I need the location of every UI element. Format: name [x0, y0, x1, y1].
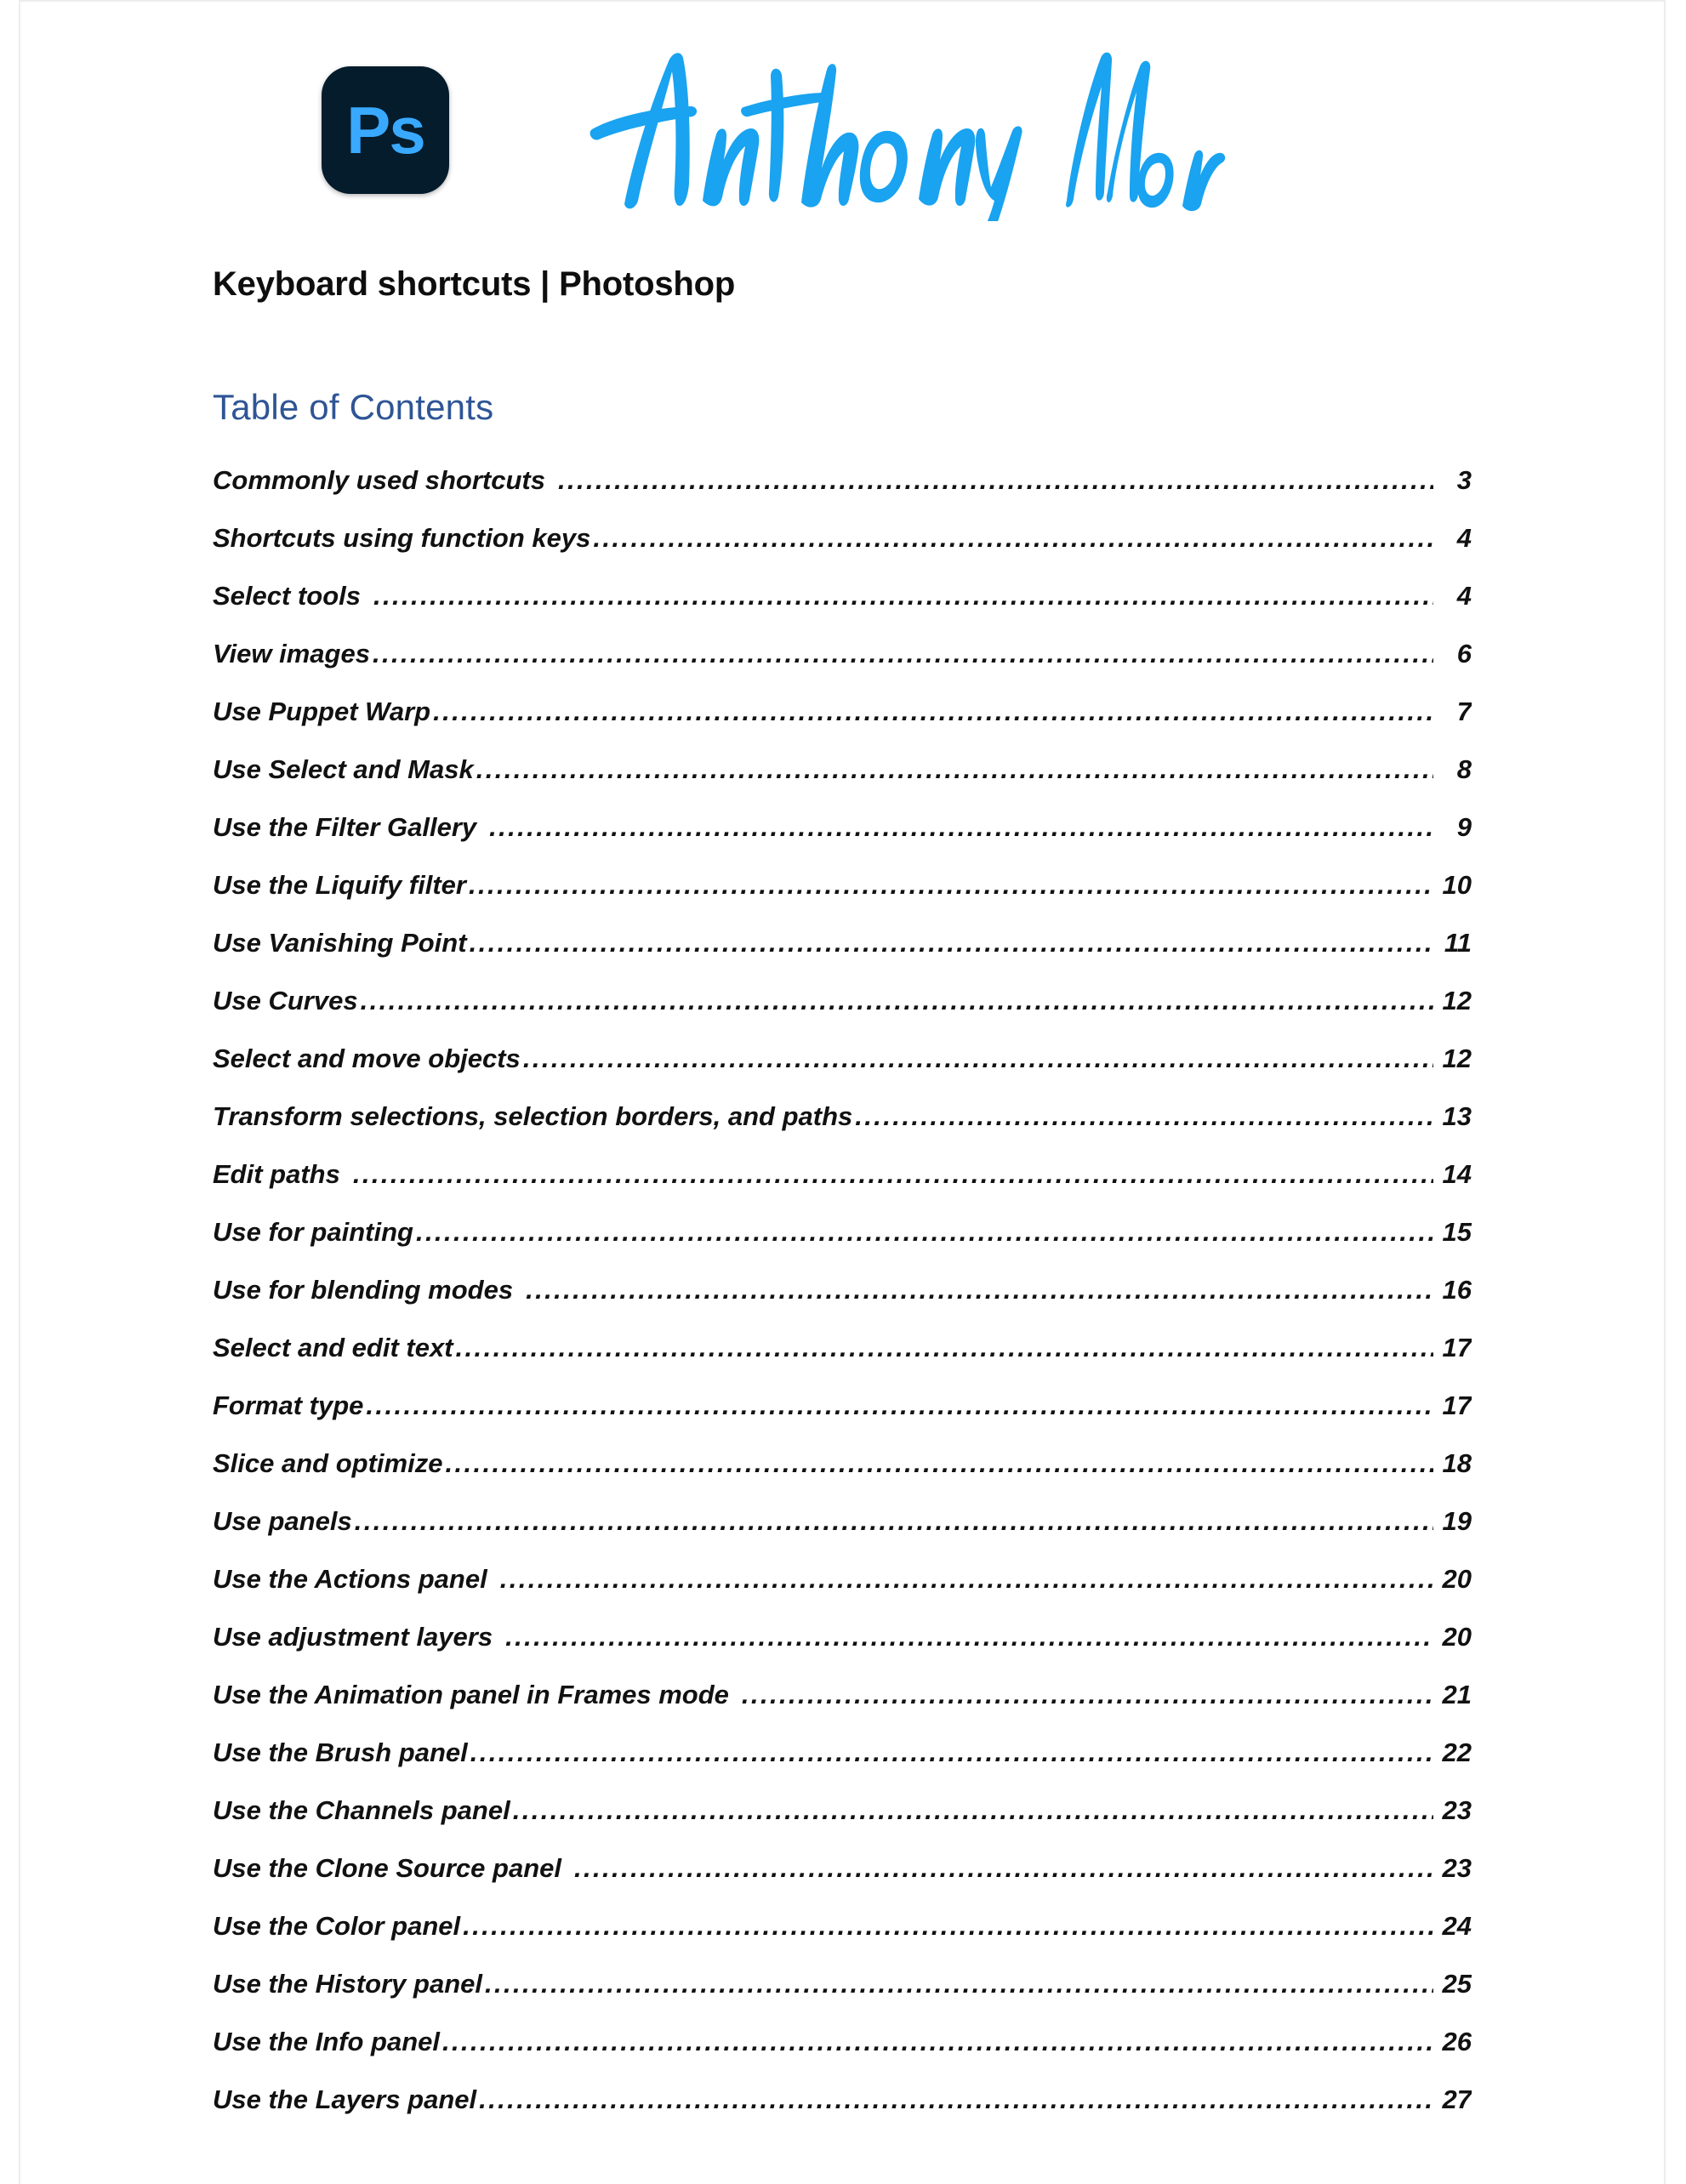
- toc-entry[interactable]: [213, 928, 1472, 986]
- toc-entry[interactable]: [213, 581, 1472, 639]
- toc-dot-leader: [513, 1795, 1433, 1822]
- toc-entry-label: Slice and optimize: [213, 1448, 443, 1478]
- toc-entry[interactable]: [213, 1391, 1472, 1448]
- toc-dot-leader: [416, 1217, 1433, 1243]
- toc-dot-leader: [470, 1738, 1433, 1764]
- toc-entry-label: Use adjustment layers: [213, 1622, 493, 1652]
- toc-dot-leader: [479, 2084, 1433, 2111]
- toc-dot-leader: [470, 928, 1433, 954]
- toc-entry[interactable]: [213, 523, 1472, 581]
- toc-entry[interactable]: [213, 1969, 1472, 2027]
- toc-entry-label: Use the Brush panel: [213, 1738, 468, 1767]
- toc-entry-page-number: 15: [1442, 1217, 1472, 1247]
- toc-entry-page-number: 26: [1442, 2027, 1472, 2056]
- toc-entry[interactable]: [213, 2084, 1472, 2142]
- toc-dot-leader: [355, 1506, 1433, 1533]
- toc-entry[interactable]: [213, 1680, 1472, 1738]
- toc-dot-leader: [442, 2027, 1433, 2053]
- toc-entry-page-number: 24: [1442, 1911, 1472, 1941]
- toc-entry[interactable]: [213, 465, 1472, 523]
- toc-dot-leader: [526, 1275, 1433, 1301]
- toc-entry-page-number: 14: [1442, 1159, 1472, 1189]
- toc-dot-leader: [500, 1564, 1433, 1590]
- toc-entry-label: Use the Channels panel: [213, 1795, 510, 1825]
- toc-entry-label: Use the Animation panel in Frames mode: [213, 1680, 729, 1709]
- toc-dot-leader: [523, 1044, 1433, 1070]
- toc-entry-label: Use for painting: [213, 1217, 413, 1247]
- toc-entry-page-number: 10: [1442, 870, 1472, 900]
- toc-entry[interactable]: [213, 639, 1472, 697]
- toc-entry[interactable]: [213, 1159, 1472, 1217]
- toc-entry[interactable]: [213, 1101, 1472, 1159]
- toc-entry[interactable]: [213, 697, 1472, 754]
- toc-entry-page-number: 11: [1444, 928, 1472, 958]
- toc-entry-page-number: 4: [1456, 523, 1472, 553]
- document-header: [213, 26, 1472, 303]
- toc-dot-leader: [433, 697, 1433, 723]
- toc-entry-page-number: 16: [1442, 1275, 1472, 1305]
- toc-entry[interactable]: [213, 1853, 1472, 1911]
- toc-entry[interactable]: [213, 1564, 1472, 1622]
- toc-dot-leader: [373, 581, 1433, 607]
- page-title: Keyboard shortcuts | Photoshop: [213, 265, 736, 303]
- toc-entry[interactable]: [213, 812, 1472, 870]
- toc-entry[interactable]: [213, 1275, 1472, 1333]
- toc-entry-page-number: 12: [1442, 986, 1472, 1015]
- table-of-contents: [213, 387, 1472, 2142]
- toc-dot-leader: [373, 639, 1433, 665]
- toc-dot-leader: [489, 812, 1433, 839]
- toc-dot-leader: [456, 1333, 1433, 1359]
- toc-entry-label: Shortcuts using function keys: [213, 523, 591, 553]
- toc-entry[interactable]: [213, 1217, 1472, 1275]
- toc-entry-page-number: 19: [1442, 1506, 1472, 1536]
- toc-entry-label: Select and move objects: [213, 1044, 521, 1073]
- toc-entry-label: Use the Info panel: [213, 2027, 440, 2056]
- toc-entry-page-number: 18: [1442, 1448, 1472, 1478]
- toc-entry-page-number: 27: [1442, 2084, 1472, 2114]
- toc-entry-page-number: 7: [1456, 697, 1472, 726]
- toc-dot-leader: [574, 1853, 1433, 1880]
- anthony-morganti-signature-logo: [561, 26, 1242, 221]
- toc-entry-label: Use Select and Mask: [213, 754, 474, 784]
- toc-entry-label: Use Vanishing Point: [213, 928, 467, 958]
- toc-entry[interactable]: [213, 986, 1472, 1044]
- toc-entry-label: Use for blending modes: [213, 1275, 514, 1305]
- toc-entry[interactable]: [213, 1795, 1472, 1853]
- toc-entry[interactable]: [213, 1044, 1472, 1101]
- toc-entry-label: Format type: [213, 1391, 364, 1420]
- toc-entry-label: View images: [213, 639, 370, 668]
- photoshop-icon-label: Ps: [346, 93, 424, 168]
- toc-entry-label: Use the Actions panel: [213, 1564, 487, 1594]
- toc-entry[interactable]: [213, 870, 1472, 928]
- toc-dot-leader: [558, 465, 1433, 492]
- toc-entry[interactable]: [213, 1738, 1472, 1795]
- toc-entry-label: Use Curves: [213, 986, 358, 1015]
- toc-entry-page-number: 12: [1442, 1044, 1472, 1073]
- photoshop-app-icon: [322, 66, 449, 194]
- toc-entry-page-number: 3: [1456, 465, 1472, 495]
- toc-entry-label: Use panels: [213, 1506, 352, 1536]
- toc-entry-label: Use the Color panel: [213, 1911, 461, 1941]
- toc-entry-label: Use Puppet Warp: [213, 697, 431, 726]
- toc-entry-label: Use the History panel: [213, 1969, 482, 1999]
- table-of-contents-heading: Table of Contents: [213, 387, 494, 427]
- toc-entry-label: Select tools: [213, 581, 361, 611]
- toc-entry-label: Select and edit text: [213, 1333, 453, 1362]
- toc-entry-page-number: 25: [1442, 1969, 1472, 1999]
- toc-entry-page-number: 23: [1442, 1853, 1472, 1883]
- toc-dot-leader: [469, 870, 1433, 896]
- toc-dot-leader: [742, 1680, 1433, 1706]
- toc-entry-page-number: 4: [1456, 581, 1472, 611]
- toc-entry[interactable]: [213, 754, 1472, 812]
- toc-entry[interactable]: [213, 1911, 1472, 1969]
- toc-entry-label: Edit paths: [213, 1159, 340, 1189]
- toc-entry-label: Use the Liquify filter: [213, 870, 466, 900]
- toc-entry-page-number: 9: [1456, 812, 1472, 842]
- toc-entry-page-number: 20: [1442, 1622, 1472, 1652]
- toc-dot-leader: [505, 1622, 1433, 1648]
- toc-dot-leader: [476, 754, 1433, 781]
- toc-entry[interactable]: [213, 1506, 1472, 1564]
- toc-dot-leader: [445, 1448, 1433, 1475]
- toc-entry[interactable]: [213, 1333, 1472, 1391]
- toc-entry-label: Use the Clone Source panel: [213, 1853, 561, 1883]
- toc-entry-page-number: 20: [1442, 1564, 1472, 1594]
- toc-entry-label: Use the Layers panel: [213, 2084, 477, 2114]
- toc-entry-page-number: 17: [1442, 1333, 1472, 1362]
- toc-dot-leader: [593, 523, 1433, 549]
- toc-entry-page-number: 22: [1442, 1738, 1472, 1767]
- toc-entry-label: Transform selections, selection borders, and paths: [213, 1101, 853, 1131]
- toc-dot-leader: [353, 1159, 1433, 1186]
- table-of-contents-list: [213, 465, 1472, 2142]
- toc-dot-leader: [485, 1969, 1433, 1995]
- toc-entry-page-number: 21: [1442, 1680, 1472, 1709]
- toc-entry-page-number: 6: [1456, 639, 1472, 668]
- toc-entry-label: Commonly used shortcuts: [213, 465, 545, 495]
- toc-entry-page-number: 17: [1442, 1391, 1472, 1420]
- toc-entry[interactable]: [213, 2027, 1472, 2084]
- toc-dot-leader: [855, 1101, 1433, 1128]
- toc-entry-page-number: 13: [1442, 1101, 1472, 1131]
- toc-entry-label: Use the Filter Gallery: [213, 812, 477, 842]
- toc-dot-leader: [366, 1391, 1433, 1417]
- toc-dot-leader: [463, 1911, 1433, 1937]
- toc-entry-page-number: 23: [1442, 1795, 1472, 1825]
- toc-entry[interactable]: [213, 1448, 1472, 1506]
- toc-entry-page-number: 8: [1456, 754, 1472, 784]
- toc-dot-leader: [361, 986, 1433, 1012]
- toc-entry[interactable]: [213, 1622, 1472, 1680]
